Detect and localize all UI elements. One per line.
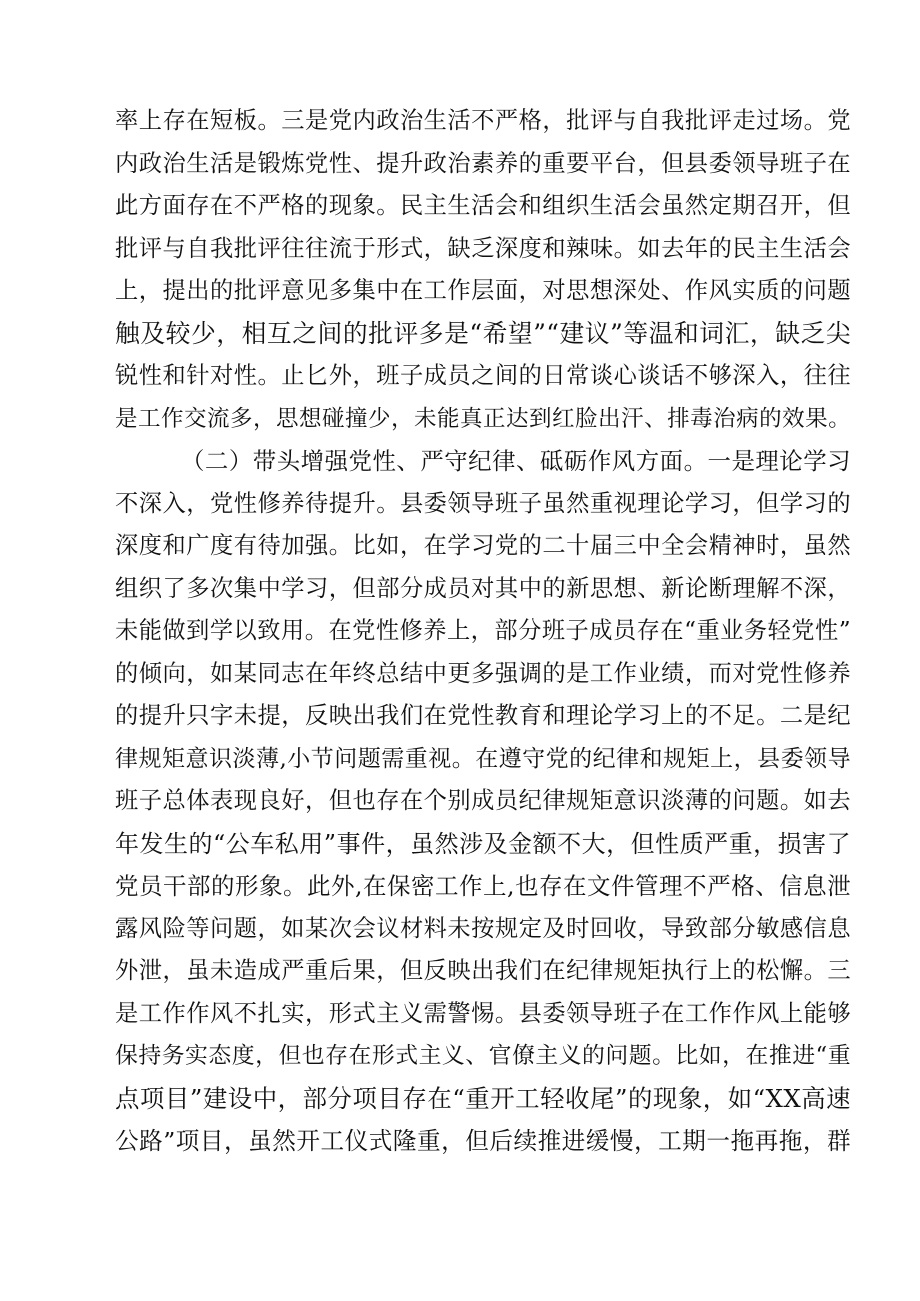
text-line: 触及较少，相互之间的批评多是“希望”“建议”等温和词汇，缺乏尖 [115, 318, 851, 348]
text-line: 外泄，虽未造成严重后果，但反映出我们在纪律规矩执行上的松懈。三 [115, 957, 851, 984]
text-line: 率上存在短板。三是党内政治生活不严格，批评与自我批评走过场。党 [115, 107, 851, 134]
text-line: 党员干部的形象。此外,在保密工作上,也存在文件管理不严格、信息泄 [115, 872, 851, 900]
text-line: 批评与自我批评往往流于形式，缺乏深度和辣味。如去年的民主生活会 [115, 234, 851, 262]
text-line: 的倾向，如某同志在年终总结中更多强调的是工作业绩，而对党性修养 [115, 659, 851, 687]
text-line: 未能做到学以致用。在党性修养上，部分班子成员存在“重业务轻党性” [115, 617, 851, 644]
text-line: 班子总体表现良好，但也存在个别成员纪律规矩意识淡薄的问题。如去 [115, 787, 851, 814]
text-line: 的提升只字未提，反映出我们在党性教育和理论学习上的不足。二是纪 [115, 702, 851, 729]
text-line: 是工作交流多，思想碰撞少，未能真正达到红脸出汗、排毒治病的效果。 [115, 405, 851, 432]
text-line: 不深入，党性修养待提升。县委领导班子虽然重视理论学习，但学习的 [115, 489, 851, 517]
text-line: 点项目”建设中，部分项目存在“重开工轻收尾”的现象，如“XX高速 [115, 1083, 851, 1113]
text-line: 保持务实态度，但也存在形式主义、官僚主义的问题。比如，在推进“重 [115, 1043, 851, 1069]
section-heading-line: （二）带头增强党性、严守纪律、砥砺作风方面。一是理论学习 [181, 447, 851, 475]
text-line: 是工作作风不扎实，形式主义需警惕。县委领导班子在工作作风上能够 [115, 999, 851, 1027]
text-line: 内政治生活是锻炼党性、提升政治素养的重要平台，但县委领导班子在 [115, 149, 851, 177]
text-line: 上，提出的批评意见多集中在工作层面，对思想深处、作风实质的问题 [115, 277, 851, 304]
text-line: 律规矩意识淡薄,小节问题需重视。在遵守党的纪律和规矩上，县委领导 [115, 745, 851, 772]
text-line: 年发生的“公车私用”事件，虽然涉及金额不大，但性质严重，损害了 [115, 829, 851, 858]
text-line: 此方面存在不严格的现象。民主生活会和组织生活会虽然定期召开，但 [115, 192, 851, 219]
text-line: 锐性和针对性。止匕外，班子成员之间的日常谈心谈话不够深入，往往 [115, 362, 851, 389]
text-line: 露风险等问题，如某次会议材料未按规定及时回收，导致部分敏感信息 [115, 914, 851, 942]
text-line: 公路”项目，虽然开工仪式隆重，但后续推进缓慢，工期一拖再拖，群 [115, 1127, 851, 1155]
text-line: 深度和广度有待加强。比如，在学习党的二十届三中全会精神时，虽然 [115, 532, 851, 559]
body-text [115, 100, 851, 1163]
text-line: 组织了多次集中学习，但部分成员对其中的新思想、新论断理解不深， [115, 574, 851, 602]
